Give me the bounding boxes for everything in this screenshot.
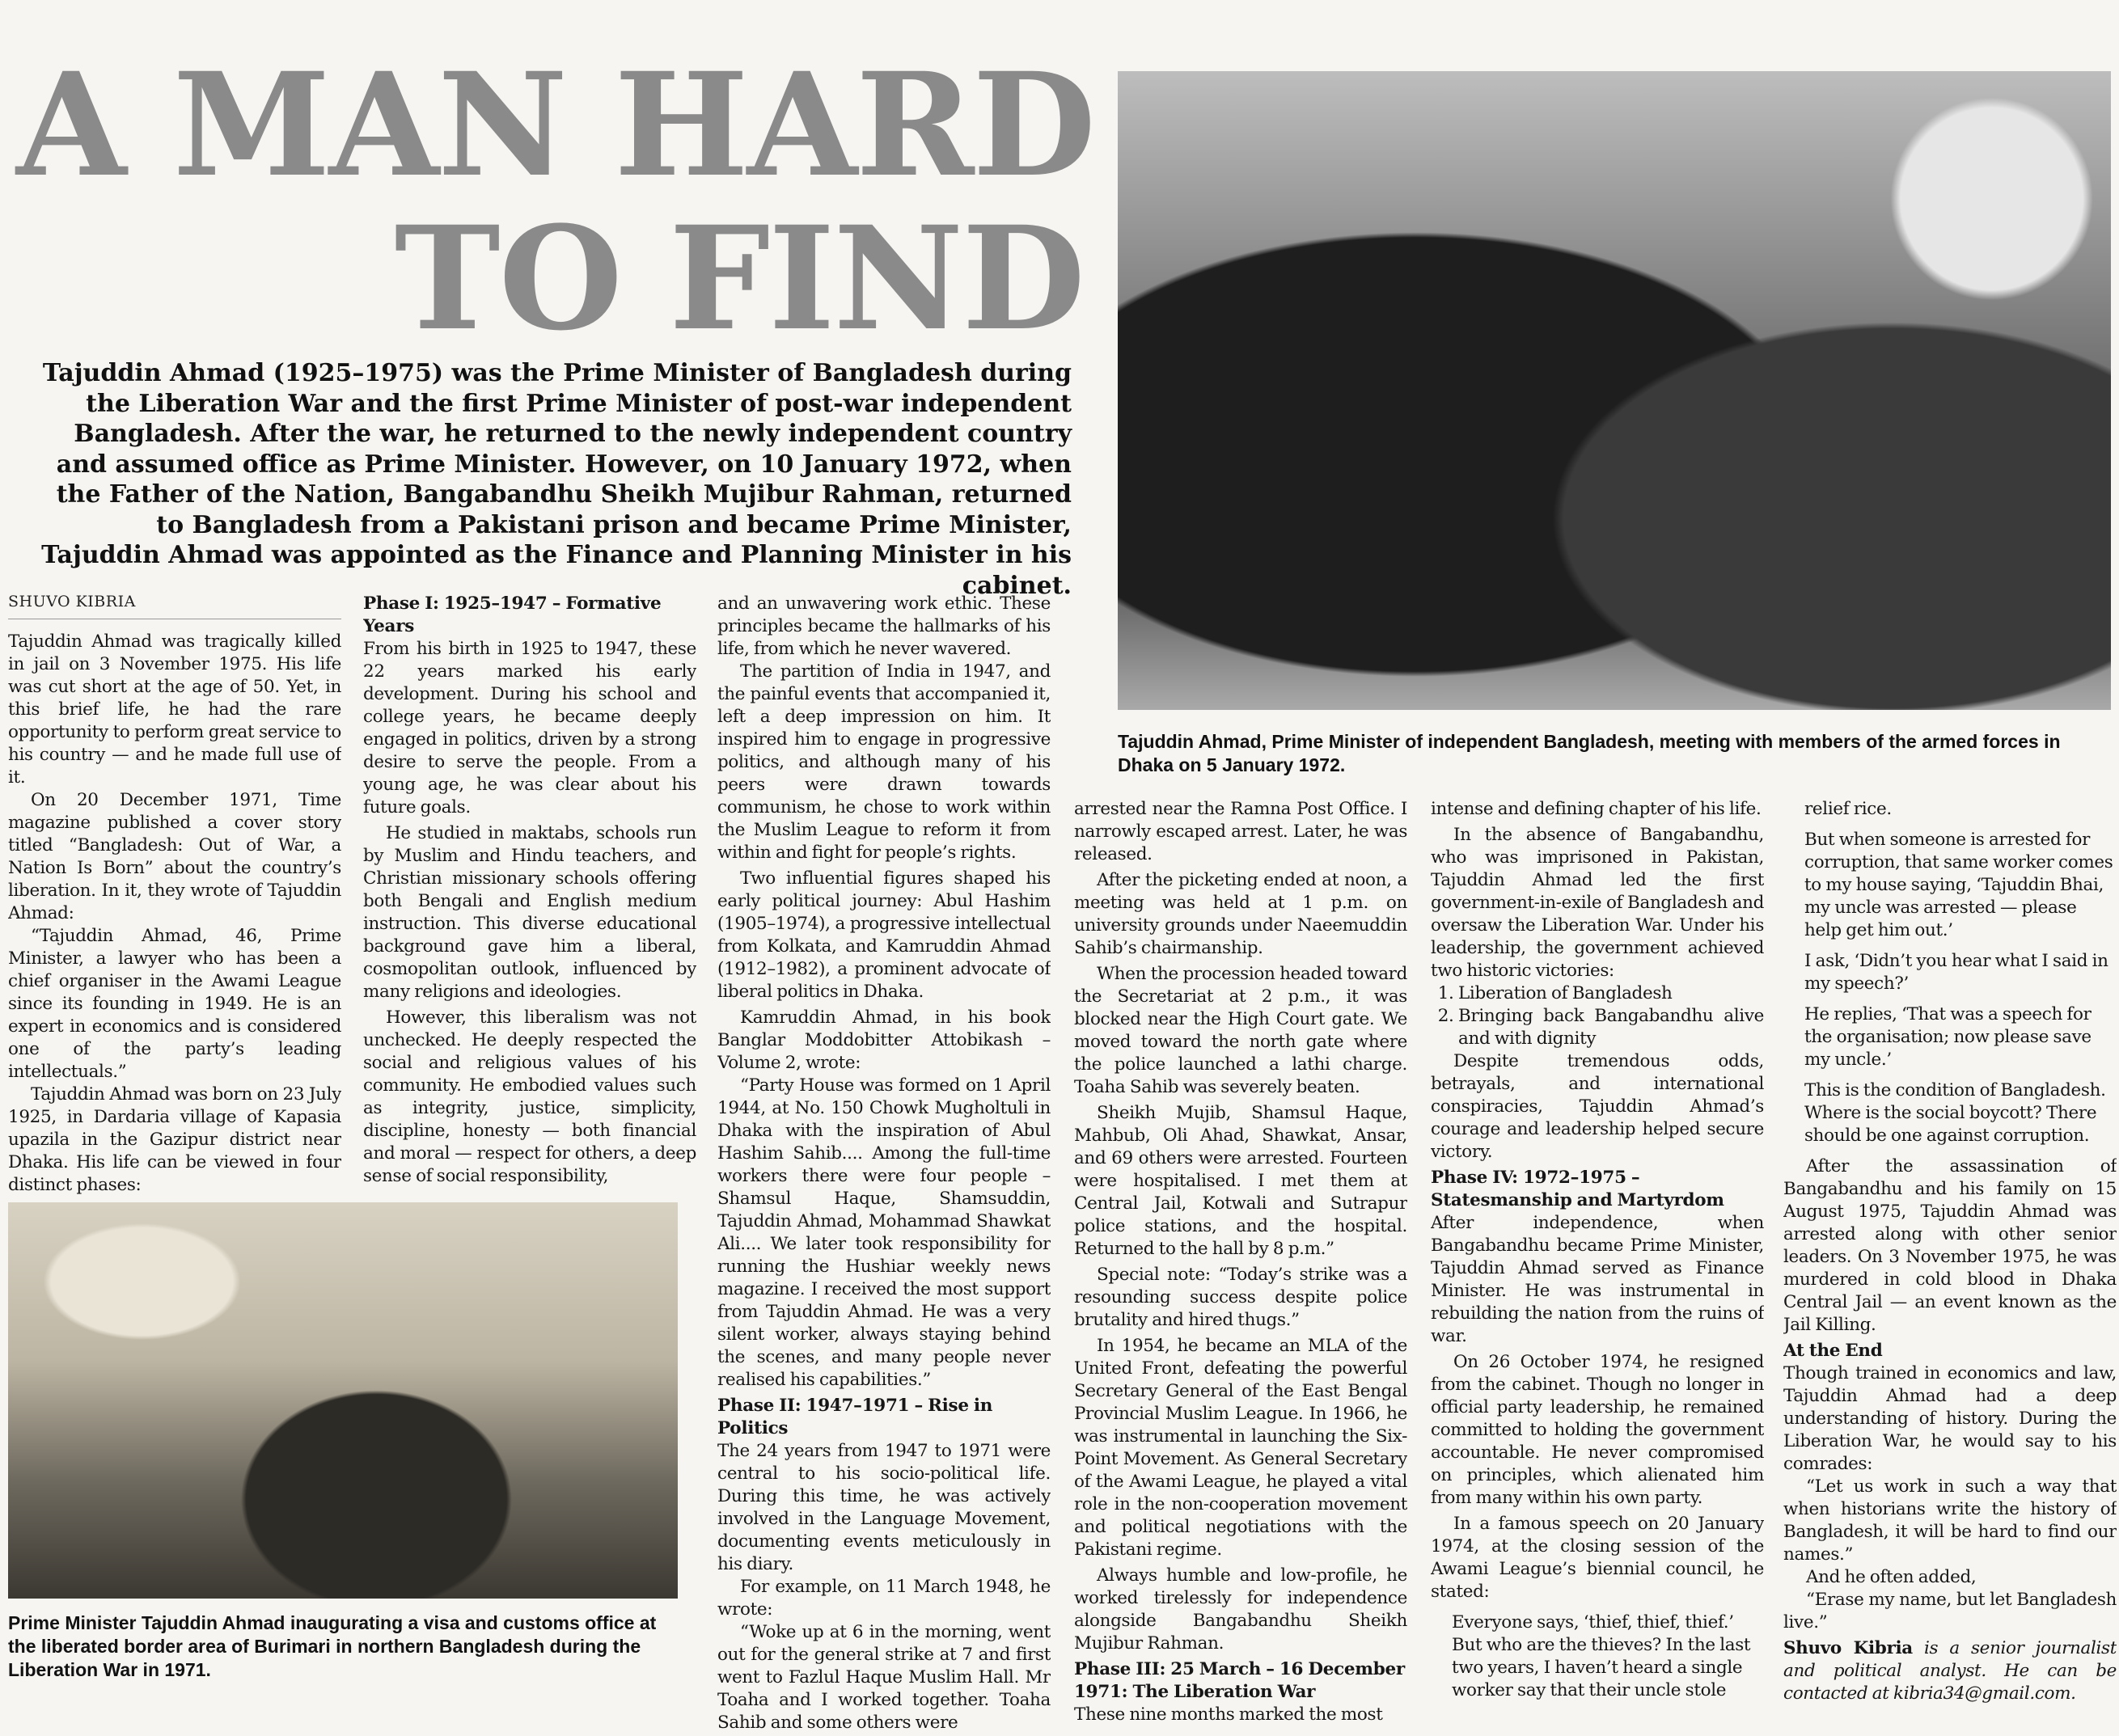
- section-heading-phase-3: Phase III: 25 March – 16 December 1971: The Liberation War: [1074, 1659, 1405, 1702]
- byline: SHUVO KIBRIA: [8, 593, 136, 610]
- paragraph: Despite tremendous odds, betrayals, and international conspiracies, Tajuddin Ahmad’s courage and leadership helped secure victory.: [1431, 1051, 1764, 1162]
- paragraph: On 26 October 1974, he resigned from the cabinet. Though no longer in official party leadership, he remained committed to holding the government accountable. He never compromised on principles, which alienated him from many within his own party.: [1431, 1352, 1764, 1508]
- paragraph: Always humble and low-profile, he worked tirelessly for independence alongside Bangabandhu Sheikh Mujibur Rahman.: [1074, 1565, 1407, 1654]
- article-column-4: [1074, 798, 1407, 1733]
- section-heading-phase-4: Phase IV: 1972–1975 – Statesmanship and Martyrdom: [1431, 1168, 1724, 1210]
- headline-line-1: A MAN HARD: [16, 41, 1095, 209]
- headline: [16, 41, 1095, 362]
- main-photo: [1118, 71, 2111, 710]
- section-heading-phase-1: Phase I: 1925–1947 – Formative Years: [363, 593, 662, 636]
- paragraph: And he often added,: [1806, 1567, 1977, 1587]
- paragraph: In the absence of Bangabandhu, who was imprisoned in Pakistan, Tajuddin Ahmad led the first government-in-exile of Bangladesh and oversaw the Liberation War. Under his leadership, the government achieved two historic victories:: [1431, 825, 1764, 981]
- paragraph: intense and defining chapter of his life.: [1431, 799, 1762, 819]
- paragraph: The partition of India in 1947, and the painful events that accompanied it, left a deep impression on him. It inspired him to engage in progressive politics, and although many of his peers were drawn towards communism, he chose to work within the Muslim League to reform it from within and fight for people’s rights.: [717, 661, 1051, 863]
- paragraph: arrested near the Ramna Post Office. I narrowly escaped arrest. Later, he was released.: [1074, 799, 1407, 864]
- paragraph: “Tajuddin Ahmad, 46, Prime Minister, a lawyer who has been a chief organiser in the Awami League since its founding in 1949. He is an expert in economics and is considered one of the party’s leading intellectuals.”: [8, 926, 341, 1082]
- paragraph: For example, on 11 March 1948, he wrote:: [717, 1577, 1051, 1620]
- author-note: [1783, 1637, 2117, 1705]
- section-heading-at-the-end: At the End: [1783, 1341, 1883, 1361]
- paragraph: On 20 December 1971, Time magazine published a cover story titled “Bangladesh: Out of War, a Nation Is Born” about the country’s liberation. In it, they wrote of Tajuddin Ahmad:: [8, 790, 341, 923]
- paragraph: “Party House was formed on 1 April 1944, at No. 150 Chowk Mugholtuli in Dhaka with the inspiration of Abul Hashim Sahib.... Among the full-time workers there were four people – Shamsul Haque, Shamsuddin, Tajuddin Ahmad, Mohammad Shawkat Ali.... We later took responsibility for running the Hushiar weekly news magazine. I received the most support from Tajuddin Ahmad. He was a very silent worker, always staying behind the scenes, and many people never realised his capabilities.”: [717, 1075, 1051, 1390]
- paragraph: “Let us work in such a way that when historians write the history of Bangladesh, it will be hard to find our names.”: [1783, 1476, 2117, 1565]
- standfirst: Tajuddin Ahmad (1925–1975) was the Prime Minister of Bangladesh during the Liberation War and the first Prime Minister of post-war independent Bangladesh. After the war, he returned to the newly independent country and assumed office as Prime Minister. However, on 10 January 1972, when the Father of the Nation, Bangabandhu Sheikh Mujibur Rahman, returned to Bangladesh from a Pakistani prison and became Prime Minister, Tajuddin Ahmad was appointed as the Finance and Planning Minister in his cabinet.: [41, 359, 1072, 600]
- article-column-5: [1431, 798, 1764, 1733]
- speech-quote: But when someone is arrested for corruption, that same worker comes to my house saying, ‘Tajuddin Bhai, my uncle was arrested — please help get him out.’: [1804, 830, 2113, 940]
- paragraph: These nine months marked the most: [1074, 1704, 1383, 1725]
- paragraph: From his birth in 1925 to 1947, these 22 years marked his early development. During his school and college years, he became deeply engaged in politics, driven by a strong desire to serve the people. From a young age, he was clear about his future goals.: [363, 639, 696, 817]
- article-column-1: [8, 631, 341, 1197]
- headline-line-2: TO FIND: [394, 195, 1084, 362]
- paragraph: “Erase my name, but let Bangladesh live.”: [1783, 1590, 2117, 1633]
- paragraph: However, this liberalism was not unchecked. He deeply respected the social and religious values of his community. He embodied values such as integrity, justice, simplicity, discipline, honesty — both financial and moral — respect for others, a deep sense of social responsibility,: [363, 1007, 696, 1186]
- author-name: Shuvo Kibria: [1783, 1638, 1913, 1658]
- article-column-3: [717, 593, 1051, 1733]
- paragraph: After the assassination of Bangabandhu and his family on 15 August 1975, Tajuddin Ahmad was arrested along with other senior leaders. On 3 November 1975, he was murdered in cold blood in Dhaka Central Jail — an event known as the Jail Killing.: [1783, 1156, 2117, 1335]
- paragraph: The 24 years from 1947 to 1971 were central to his socio-political life. During this time, he was actively involved in the Language Movement, documenting events meticulously in his diary.: [717, 1441, 1051, 1574]
- list-item: 1. Liberation of Bangladesh: [1458, 982, 1764, 1005]
- paragraph: Two influential figures shaped his early political journey: Abul Hashim (1905–1974), a progressive intellectual from Kolkata, and Kamruddin Ahmad (1912–1982), a prominent advocate of liberal politics in Dhaka.: [717, 868, 1051, 1002]
- paragraph: Though trained in economics and law, Tajuddin Ahmad had a deep understanding of history. During the Liberation War, he would say to his comrades:: [1783, 1363, 2117, 1474]
- paragraph: “Woke up at 6 in the morning, went out for the general strike at 7 and first went to Fazlul Haque Muslim Hall. Mr Toaha and I worked together. Toaha Sahib and some others were: [717, 1622, 1051, 1733]
- paragraph: Tajuddin Ahmad was born on 23 July 1925, in Dardaria village of Kapasia upazila in the Gazipur district near Dhaka. His life can be viewed in four distinct phases:: [8, 1084, 341, 1195]
- paragraph: Tajuddin Ahmad was tragically killed in jail on 3 November 1975. His life was cut short at the age of 50. Yet, in this brief life, he had the rare opportunity to perform great service to his country — and he made full use of it.: [8, 631, 341, 788]
- speech-quote: Everyone says, ‘thief, thief, thief.’ But who are the thieves? In the last two years, I haven’t heard a single worker say that their uncle stole: [1452, 1612, 1751, 1700]
- article-column-2: [363, 593, 696, 1195]
- paragraph: After independence, when Bangabandhu became Prime Minister, Tajuddin Ahmad served as Finance Minister. He was instrumental in rebuilding the nation from the ruins of war.: [1431, 1213, 1764, 1346]
- paragraph: In a famous speech on 20 January 1974, at the closing session of the Awami League’s biennial council, he stated:: [1431, 1514, 1764, 1602]
- border-inauguration-photo: [8, 1202, 678, 1599]
- paragraph: and an unwavering work ethic. These principles became the hallmarks of his life, from which he never wavered.: [717, 593, 1051, 659]
- paragraph: Kamruddin Ahmad, in his book Banglar Moddobitter Attobikash – Volume 2, wrote:: [717, 1007, 1051, 1073]
- paragraph: He studied in maktabs, schools run by Muslim and Hindu teachers, and Christian missionary schools offering both Bengali and English medium instruction. This diverse educational background gave him a liberal, cosmopolitan outlook, influenced by many religions and ideologies.: [363, 823, 696, 1002]
- paragraph: After the picketing ended at noon, a meeting was held at 1 p.m. on university grounds under Naeemuddin Sahib’s chairmanship.: [1074, 870, 1407, 958]
- article-column-6: [1783, 798, 2117, 1733]
- victories-list: [1431, 982, 1764, 1050]
- paragraph: Sheikh Mujib, Shamsul Haque, Mahbub, Oli Ahad, Shawkat, Ansar, and 69 others were arrested. Fourteen were hospitalised. I met them at Central Jail, Kotwali and Sutrapur police stations, and the hospital. Returned to the hall by 8 p.m.”: [1074, 1103, 1407, 1259]
- paragraph: In 1954, he became an MLA of the United Front, defeating the powerful Secretary General of the East Bengal Provincial Muslim League. In 1966, he was instrumental in launching the Six-Point Movement. As General Secretary of the Awami League, he played a vital role in the non-cooperation movement and political negotiations with the Pakistani regime.: [1074, 1336, 1407, 1560]
- section-heading-phase-2: Phase II: 1947–1971 – Rise in Politics: [717, 1396, 993, 1438]
- speech-quote: This is the condition of Bangladesh. Where is the social boycott? There should be one against corruption.: [1804, 1080, 2106, 1146]
- main-photo-caption: Tajuddin Ahmad, Prime Minister of independent Bangladesh, meeting with members of the armed forces in Dhaka on 5 January 1972.: [1118, 731, 2061, 775]
- author-description: is a senior journalist and political analyst. He can be contacted at kibria34@gmail.com.: [1783, 1638, 2117, 1704]
- small-photo-caption: Prime Minister Tajuddin Ahmad inaugurating a visa and customs office at the liberated border area of Burimari in northern Bangladesh during the Liberation War in 1971.: [8, 1612, 657, 1680]
- speech-quote: relief rice.: [1804, 799, 1892, 819]
- paragraph: When the procession headed toward the Secretariat at 2 p.m., it was blocked near the High Court gate. We moved toward the north gate where the police launched a lathi charge. Toaha Sahib was severely beaten.: [1074, 964, 1407, 1097]
- paragraph: Special note: “Today’s strike was a resounding success despite police brutality and hired thugs.”: [1074, 1265, 1407, 1330]
- list-item: 2. Bringing back Bangabandhu alive and with dignity: [1458, 1005, 1764, 1050]
- speech-quote: I ask, ‘Didn’t you hear what I said in my speech?’: [1804, 951, 2108, 994]
- speech-quote: He replies, ‘That was a speech for the organisation; now please save my uncle.’: [1804, 1004, 2092, 1070]
